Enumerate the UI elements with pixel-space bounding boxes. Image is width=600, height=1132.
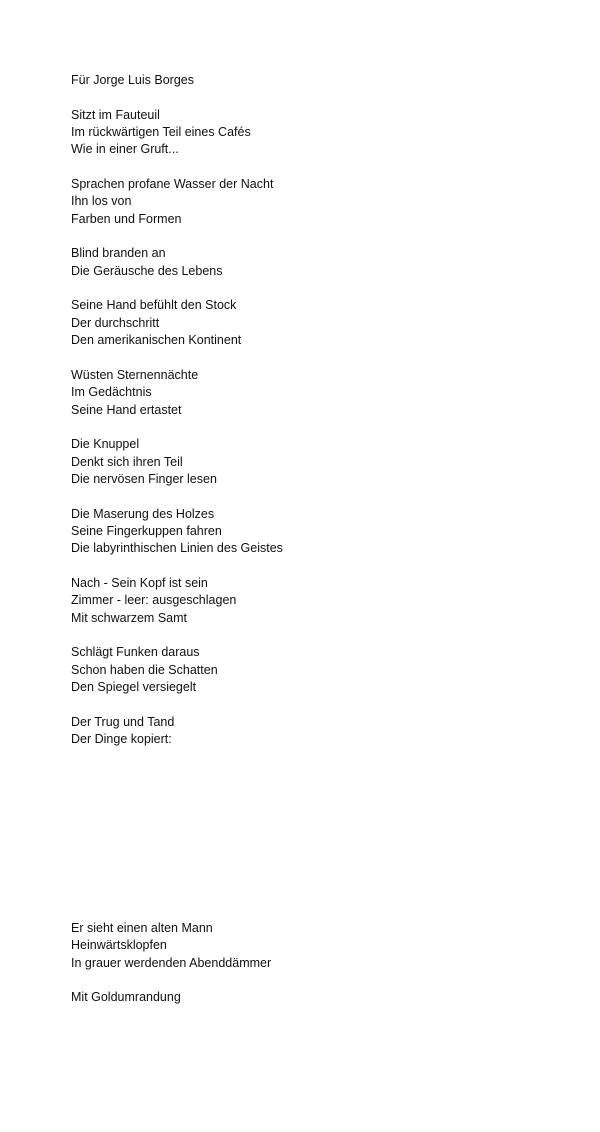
stanza-gap (71, 972, 571, 989)
stanza-7 (71, 506, 571, 558)
stanza-9 (71, 644, 571, 696)
poem-line: Der Trug und Tand (71, 714, 175, 729)
poem-line: Im Gedächtnis (71, 385, 152, 400)
poem-line: Sprachen profane Wasser der Nacht (71, 177, 274, 192)
closing-stanza-1 (71, 920, 571, 972)
stanza-5 (71, 367, 571, 419)
stanza-gap (71, 488, 571, 505)
poem-line: Wüsten Sternennächte (71, 367, 199, 382)
stanza-gap (71, 350, 571, 367)
poem-line: Sitzt im Fauteuil (71, 107, 160, 122)
poem-line: Blind branden an (71, 246, 166, 261)
poem-line: Er sieht einen alten Mann (71, 921, 213, 935)
stanza-10 (71, 714, 571, 749)
poem-line: Ihn los von (71, 194, 132, 209)
stanza-3 (71, 245, 571, 280)
poem-line: Wie in einer Gruft... (71, 142, 179, 157)
poem-line: Mit schwarzem Samt (71, 610, 187, 625)
poem-line: Die nervösen Finger lesen (71, 471, 217, 486)
poem-line: Mit Goldumrandung (71, 990, 181, 1005)
poem-line: Den amerikanischen Kontinent (71, 333, 242, 348)
stanza-gap (71, 89, 571, 106)
poem-line: Die Maserung des Holzes (71, 506, 215, 521)
stanza-gap (71, 696, 571, 713)
poem-line: Die labyrinthischen Linien des Geistes (71, 541, 283, 556)
poem-line: Der durchschritt (71, 315, 160, 330)
poem-line: Seine Hand befühlt den Stock (71, 298, 237, 313)
poem-line: Im rückwärtigen Teil eines Cafés (71, 125, 251, 140)
dedication: Für Jorge Luis Borges (71, 73, 194, 87)
poem-line: Zimmer - leer: ausgeschlagen (71, 593, 237, 608)
poem-line: Denkt sich ihren Teil (71, 454, 183, 469)
poem-line: Der Dinge kopiert: (71, 732, 172, 747)
stanza-gap (71, 228, 571, 245)
stanza-gap (71, 627, 571, 644)
poem-line: Heinwärtsklopfen (71, 938, 167, 953)
stanza-gap (71, 558, 571, 575)
poem-line: In grauer werdenden Abenddämmer (71, 955, 272, 970)
poem-line: Den Spiegel versiegelt (71, 680, 197, 695)
stanza-1 (71, 107, 571, 159)
poem-line: Schon haben die Schatten (71, 662, 218, 677)
poem-closing (71, 920, 571, 1007)
stanza-gap (71, 419, 571, 436)
poem-line: Die Geräusche des Lebens (71, 263, 223, 278)
stanza-gap (71, 280, 571, 297)
poem-line: Seine Fingerkuppen fahren (71, 523, 222, 538)
stanza-gap (71, 159, 571, 176)
poem-line: Nach - Sein Kopf ist sein (71, 575, 208, 590)
stanza-4 (71, 297, 571, 349)
closing-stanza-2 (71, 989, 571, 1006)
stanza-8 (71, 575, 571, 627)
stanza-2 (71, 176, 571, 228)
poem-line: Schlägt Funken daraus (71, 645, 200, 660)
poem-line: Die Knuppel (71, 437, 140, 452)
poem-body (71, 72, 571, 748)
poem-line: Farben und Formen (71, 211, 182, 226)
poem-line: Seine Hand ertastet (71, 402, 182, 417)
stanza-6 (71, 436, 571, 488)
